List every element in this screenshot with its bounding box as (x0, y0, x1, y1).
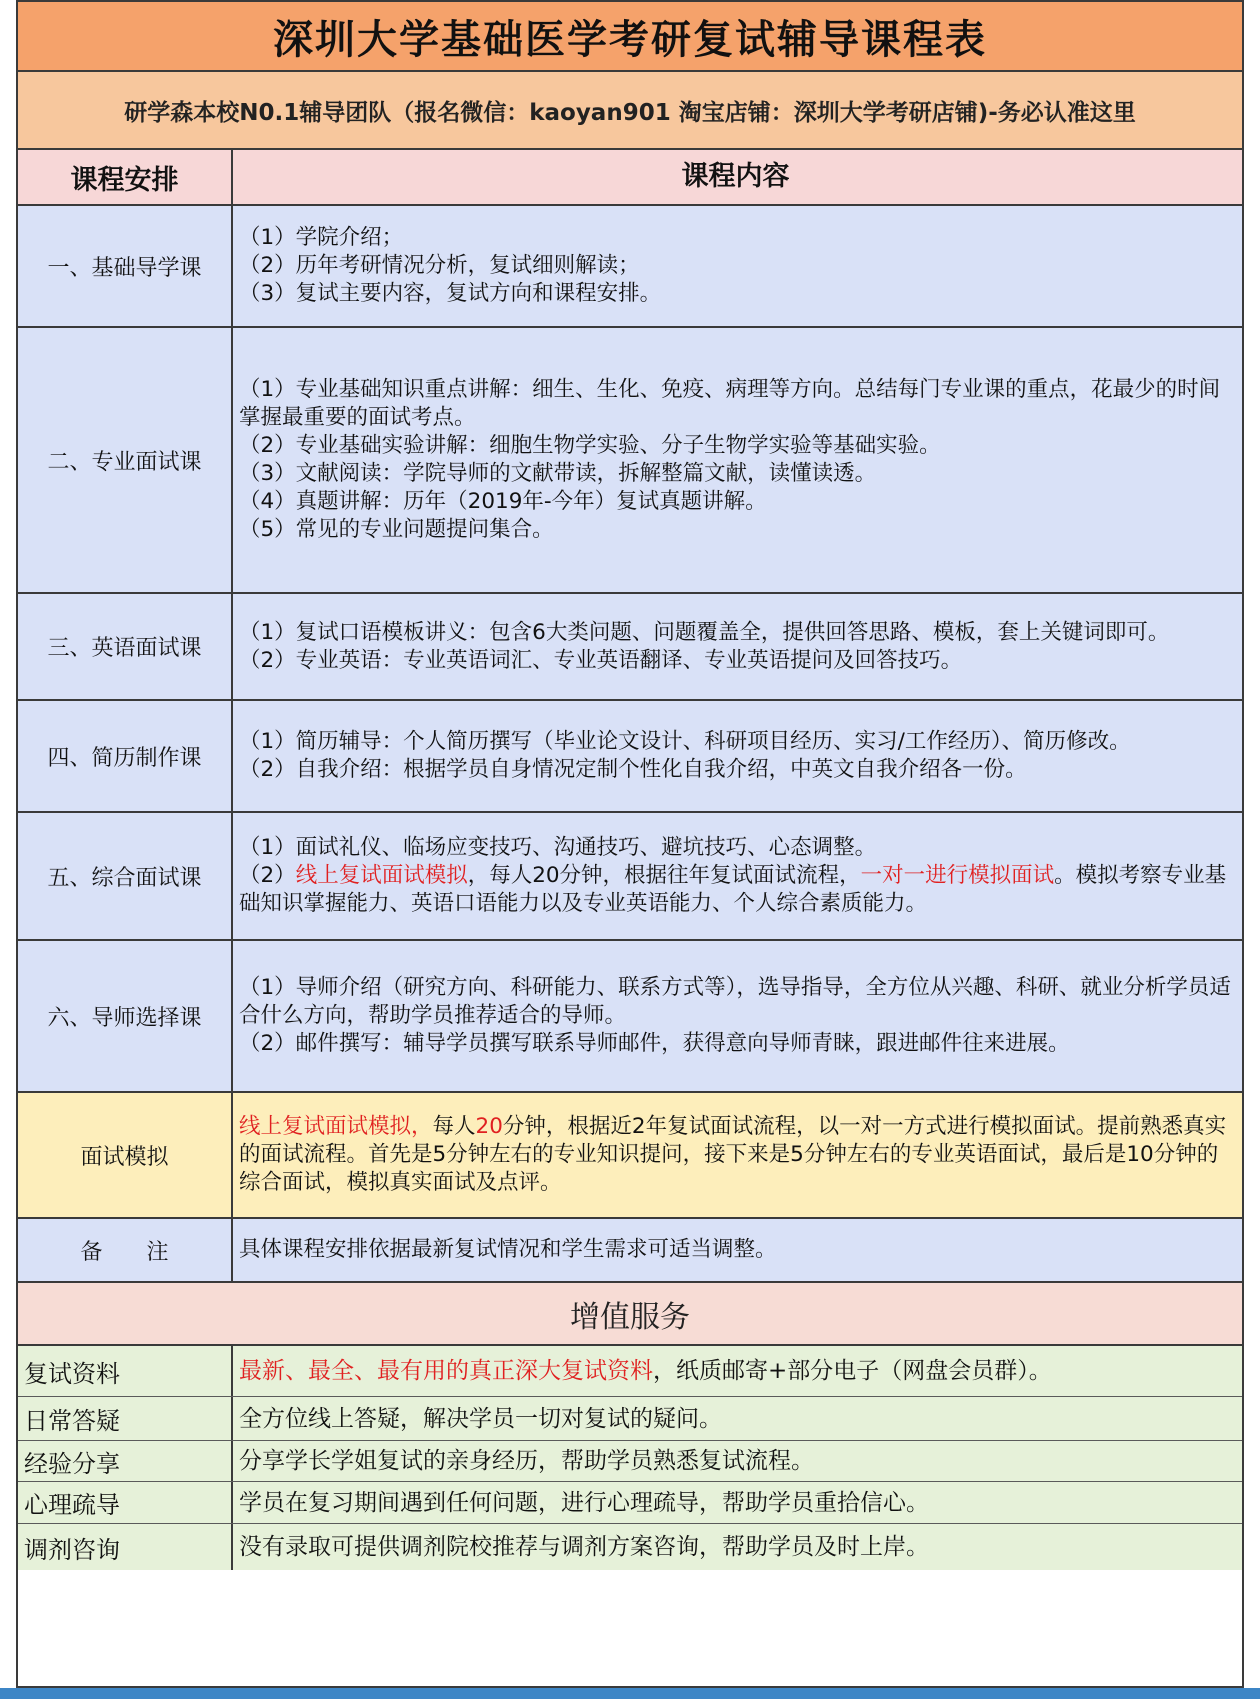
page-title: 深圳大学基础医学考研复试辅导课程表 (273, 16, 987, 63)
content-line: （1）简历辅导：个人简历撰写（毕业论文设计、科研项目经历、实习/工作经历）、简历修改。 (239, 729, 1131, 754)
course-name: 二、专业面试课 (18, 328, 233, 592)
content-line: （3）文献阅读：学院导师的文献带读，拆解整篇文献，读懂读透。 (239, 461, 877, 486)
course-name: 五、综合面试课 (18, 813, 233, 939)
content-line: （2）专业英语：专业英语词汇、专业英语翻译、专业英语提问及回答技巧。 (239, 647, 963, 673)
title-row (18, 2, 1242, 72)
course-row-resume (18, 701, 1242, 813)
content-line: （2）自我介绍：根据学员自身情况定制个性化自我介绍，中英文自我介绍各一份。 (239, 757, 1027, 782)
highlight-one-on-one: 一对一进行模拟面试 (860, 863, 1055, 888)
page-subtitle: 研学森本校N0.1辅导团队（报名微信：kaoyan901 淘宝店铺：深圳大学考研店铺)-务必认准这里 (124, 99, 1136, 126)
service-row (18, 1397, 1242, 1441)
course-content (233, 941, 1242, 1091)
content-line: （1）复试口语模板讲义：包含6大类问题、问题覆盖全，提供回答思路、模板，套上关键词即可。 (239, 619, 1170, 645)
course-row-professional (18, 328, 1242, 594)
service-text: 分享学长学姐复试的亲身经历，帮助学员熟悉复试流程。 (239, 1448, 814, 1474)
text-span: 分钟，根据近2年复试面试流程，以一对一方式进行模拟面试。提前熟悉真实的面试流程。首先是5分钟左右的专业知识提问，接下来是5分钟左右的专业英语面试，最后是10分钟的综合面试，模拟真实面试及点评。 (239, 1114, 1227, 1195)
service-text: 全方位线上答疑，解决学员一切对复试的疑问。 (239, 1405, 722, 1432)
content-line: （3）复试主要内容，复试方向和课程安排。 (239, 281, 662, 306)
note-label: 备 注 (18, 1219, 233, 1281)
content-line: （1）专业基础知识重点讲解：细生、生化、免疫、病理等方向。总结每门专业课的重点，花最少的时间掌握最重要的面试考点。 (239, 377, 1221, 430)
course-row-basic (18, 206, 1242, 328)
mock-interview-content (233, 1093, 1242, 1217)
header-course-content: 课程内容 (681, 161, 790, 192)
content-line: （1）学院介绍； (239, 225, 404, 250)
subtitle-row (18, 72, 1242, 150)
course-content (233, 594, 1242, 699)
course-row-comprehensive (18, 813, 1242, 941)
course-content (233, 701, 1242, 811)
text-span: ，每人20分钟，根据往年复试面试流程， (467, 863, 861, 888)
service-row (18, 1346, 1242, 1397)
content-line: （2）专业基础实验讲解：细胞生物学实验、分子生物学实验等基础实验。 (239, 433, 941, 458)
content-line: （2）历年考研情况分析，复试细则解读； (239, 253, 640, 278)
course-name: 一、基础导学课 (18, 206, 233, 326)
content-line: （1）面试礼仪、临场应变技巧、沟通技巧、避坑技巧、心态调整。 (239, 835, 877, 860)
course-name: 三、英语面试课 (18, 594, 233, 699)
text-span: 。模拟考察专业基础知识掌握能力、英语口语能力以及专业英语能力、个人综合素质能力。 (239, 863, 1227, 916)
mock-interview-row (18, 1093, 1242, 1219)
service-name: 调剂咨询 (18, 1524, 233, 1570)
content-line: （5）常见的专业问题提问集合。 (239, 517, 554, 542)
note-row (18, 1219, 1242, 1283)
course-content (233, 813, 1242, 939)
bottom-bar (0, 1688, 1260, 1699)
text-span: ，纸质邮寄+部分电子（网盘会员群）。 (653, 1358, 1052, 1384)
text-span: （2） (239, 863, 296, 888)
note-text: 具体课程安排依据最新复试情况和学生需求可适当调整。 (239, 1237, 777, 1262)
course-content (233, 206, 1242, 326)
content-line: （4）真题讲解：历年（2019年-今年）复试真题讲解。 (239, 489, 767, 514)
highlight-online-mock: 线上复试面试模拟， (239, 1114, 433, 1139)
highlight-materials: 最新、最全、最有用的真正深大复试资料 (239, 1358, 653, 1384)
service-name: 心理疏导 (18, 1482, 233, 1523)
course-schedule-table (16, 0, 1244, 1688)
content-line (239, 862, 1232, 918)
course-name: 六、导师选择课 (18, 941, 233, 1091)
mock-interview-name: 面试模拟 (18, 1093, 233, 1217)
header-course-arrangement: 课程安排 (18, 150, 233, 204)
content-line: （1）导师介绍（研究方向、科研能力、联系方式等），选导指导，全方位从兴趣、科研、就业分析学员适合什么方向，帮助学员推荐适合的导师。 (239, 975, 1231, 1028)
service-row (18, 1441, 1242, 1482)
table-header (18, 150, 1242, 206)
service-row (18, 1524, 1242, 1570)
course-content (233, 328, 1242, 592)
course-row-english (18, 594, 1242, 701)
service-text (233, 1346, 1242, 1396)
highlight-online-mock: 线上复试面试模拟 (295, 863, 468, 888)
course-row-advisor (18, 941, 1242, 1093)
service-row (18, 1482, 1242, 1524)
content-line (239, 1113, 1232, 1197)
service-text: 学员在复习期间遇到任何问题，进行心理疏导，帮助学员重拾信心。 (239, 1489, 929, 1516)
service-name: 日常答疑 (18, 1397, 233, 1440)
service-text: 没有录取可提供调剂院校推荐与调剂方案咨询，帮助学员及时上岸。 (239, 1534, 929, 1560)
services-title: 增值服务 (570, 1299, 690, 1335)
highlight-minutes: 20 (475, 1114, 503, 1139)
services-title-row (18, 1283, 1242, 1346)
content-line: （2）邮件撰写：辅导学员撰写联系导师邮件，获得意向导师青睐，跟进邮件往来进展。 (239, 1031, 1070, 1056)
service-name: 经验分享 (18, 1441, 233, 1481)
service-name: 复试资料 (18, 1346, 233, 1396)
course-name: 四、简历制作课 (18, 701, 233, 811)
text-span: 每人 (432, 1114, 476, 1139)
